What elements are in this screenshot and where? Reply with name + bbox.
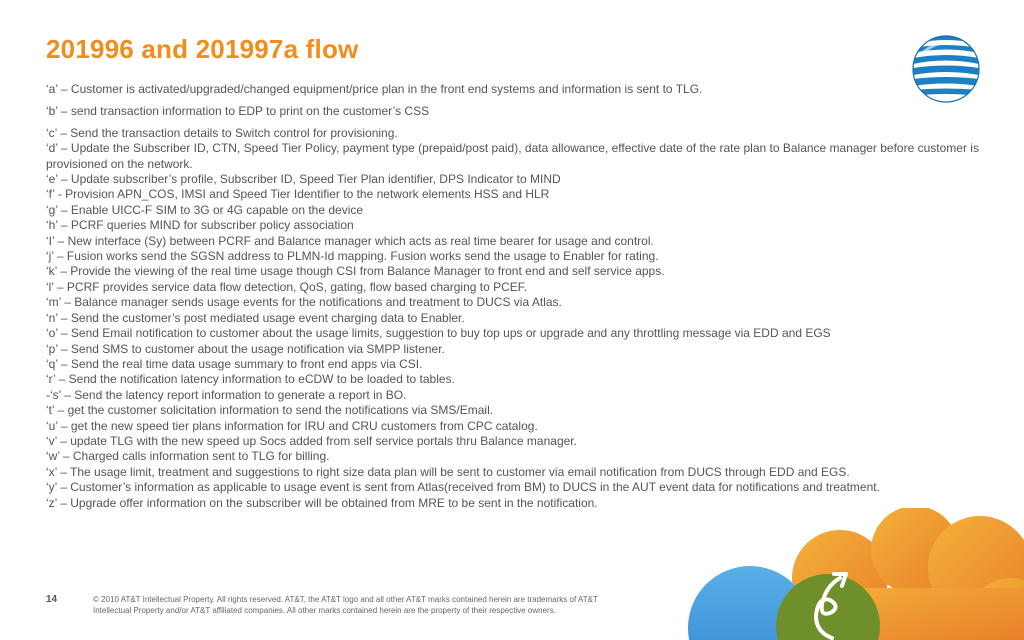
legal-footer: © 2010 AT&T Intellectual Property. All rights reserved. AT&T, the AT&T logo and all other AT&T marks contained herein are trademarks of AT&T Intellectual Property and/or AT&T affiliated companies. All other marks contained herein are the property of their respective owners. — [93, 595, 598, 615]
slide-title: 201996 and 201997a flow — [46, 34, 359, 64]
flow-item-c: ‘c’ – Send the transaction details to Switch control for provisioning. — [46, 125, 398, 140]
flow-item-s: -‘s’ – Send the latency report information to generate a report in BO. — [46, 387, 407, 402]
flow-item-p: ‘p’ – Send SMS to customer about the usage notification via SMPP listener. — [46, 341, 445, 356]
flow-item-d: ‘d’ – Update the Subscriber ID, CTN, Speed Tier Policy, payment type (prepaid/post paid), data allowance, effective date of the rate plan to Balance manager before customer is provisioned on the network. — [46, 141, 979, 171]
flow-item-f: ‘f’ - Provision APN_COS, IMSI and Speed Tier Identifier to the network elements HSS and HLR — [46, 187, 550, 202]
flow-item-e: ‘e’ – Update subscriber’s profile, Subscriber ID, Speed Tier Plan identifier, DPS Indicator to MIND — [46, 172, 561, 187]
flow-item-j: ‘j’ – Fusion works send the SGSN address to PLMN-Id mapping. Fusion works send the usage to Enabler for rating. — [46, 249, 659, 264]
flow-item-w: ‘w’ – Charged calls information sent to TLG for billing. — [46, 449, 330, 464]
flow-item-a: ‘a’ – Customer is activated/upgraded/changed equipment/price plan in the front end systems and information is sent to TLG. — [46, 82, 703, 96]
flow-item-r: ‘r’ – Send the notification latency information to eCDW to be loaded to tables. — [46, 372, 455, 387]
flow-item-i: ‘I’ – New interface (Sy) between PCRF and Balance manager which acts as real time bearer for usage and control. — [46, 233, 654, 248]
cloud-decoration-icon — [680, 508, 1024, 640]
flow-item-k: ‘k’ – Provide the viewing of the real time usage though CSI from Balance Manager to front end and self service apps. — [46, 264, 665, 279]
flow-item-v: ‘v’ – update TLG with the new speed up Socs added from self service portals thru Balance manager. — [46, 433, 577, 448]
flow-item-g: ‘g’ – Enable UICC-F SIM to 3G or 4G capable on the device — [46, 202, 364, 217]
flow-item-m: ‘m’ – Balance manager sends usage events for the notifications and treatment to DUCS via Atlas. — [46, 295, 562, 310]
flow-item-b: ‘b’ – send transaction information to EDP to print on the customer’s CSS — [46, 103, 430, 118]
flow-item-h: ‘h’ – PCRF queries MIND for subscriber policy association — [46, 218, 354, 233]
flow-item-n: ‘n’ – Send the customer’s post mediated usage event charging data to Enabler. — [46, 310, 465, 325]
flow-item-l: ‘l’ – PCRF provides service data flow detection, QoS, gating, flow based charging to PCEF. — [46, 279, 528, 294]
flow-item-z: ‘z’ – Upgrade offer information on the subscriber will be obtained from MRE to be sent in the notification. — [46, 495, 598, 510]
flow-item-t: ‘t’ – get the customer solicitation information to send the notifications via SMS/Email. — [46, 403, 494, 418]
flow-item-o: ‘o’ – Send Email notification to customer about the usage limits, suggestion to buy top ups or upgrade and any throttling message via EDD and EGS — [46, 326, 831, 341]
flow-item-y: ‘y’ – Customer’s information as applicable to usage event is sent from Atlas(received from BM) to DUCS in the AUT event data for notifications and treatment. — [46, 480, 880, 495]
flow-item-q: ‘q’ – Send the real time data usage summary to front end apps via CSI. — [46, 356, 423, 371]
page-number: 14 — [46, 594, 58, 605]
flow-description — [46, 82, 981, 511]
flow-item-u: ‘u’ – get the new speed tier plans information for IRU and CRU customers from CPC catalog. — [46, 418, 538, 433]
flow-item-x: ‘x’ – The usage limit, treatment and suggestions to right size data plan will be sent to customer via email notification from DUCS through EDD and EGS. — [46, 464, 850, 479]
